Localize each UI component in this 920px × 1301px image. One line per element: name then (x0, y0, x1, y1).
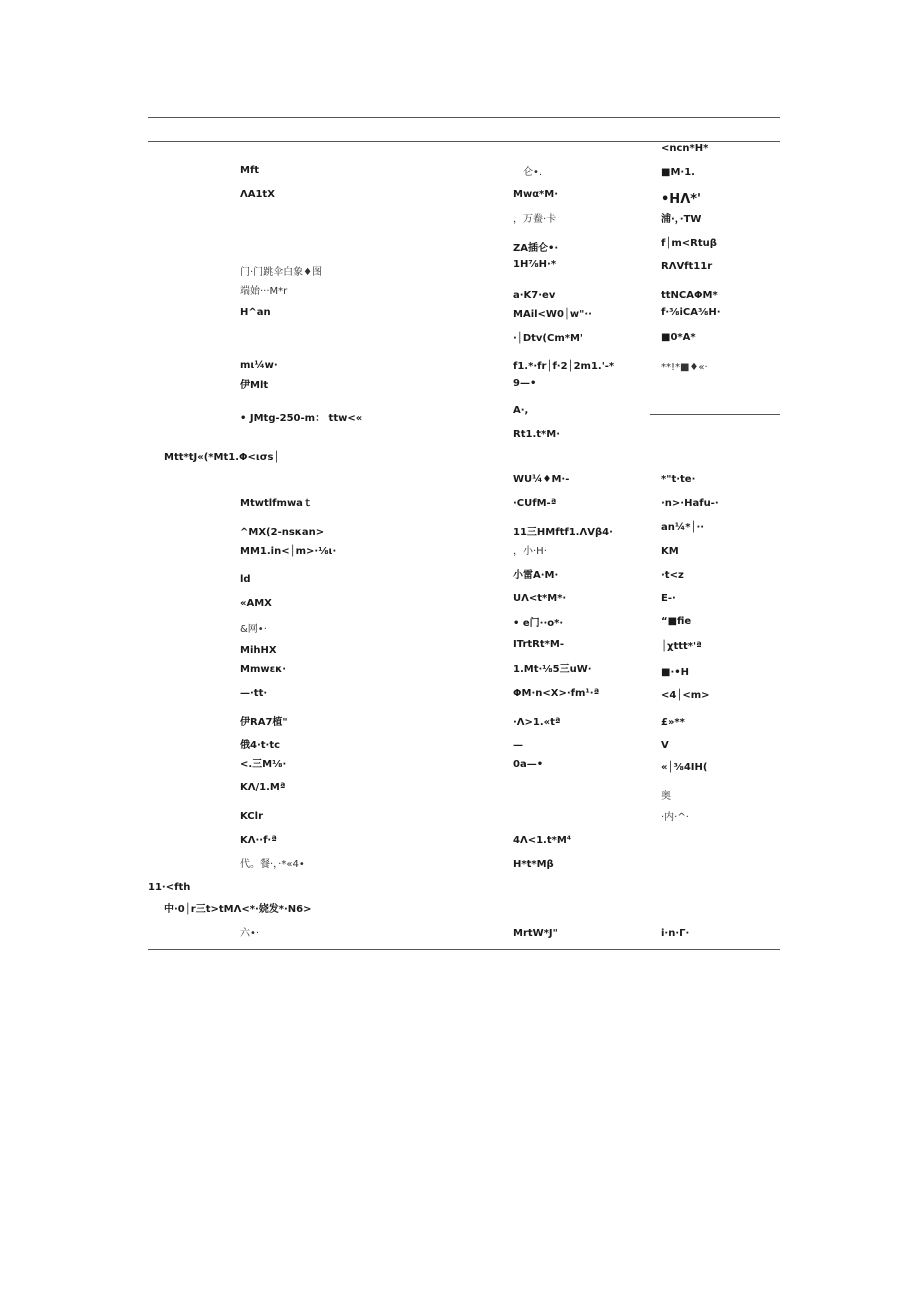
table-cell: 奥 (661, 791, 671, 802)
table-cell: an¼*│·· (661, 522, 705, 533)
table-cell: ttNCAΦM* (661, 290, 718, 301)
table-cell: ΛA1tX (240, 189, 275, 200)
table-cell: •HΛ*' (661, 192, 702, 207)
table-cell: 11·<fth (148, 882, 191, 893)
table-cell: 代。餐·，·*«4• (240, 859, 305, 870)
table-cell: KΛ/1.Mª (240, 782, 286, 793)
table-cell: f│m<Rtuβ (661, 238, 717, 249)
table-cell: «AMX (240, 598, 272, 609)
table-cell: 仑•. (523, 167, 543, 178)
table-cell: ITrtRt*M- (513, 639, 564, 650)
table-top-rule-1 (148, 117, 780, 118)
table-cell: a·K7·ev (513, 290, 556, 301)
table-cell: <ncn*H* (661, 143, 709, 154)
table-cell: 端始···M*r (240, 286, 288, 297)
table-cell: ·CUfM-ª (513, 498, 557, 509)
table-cell: KM (661, 546, 679, 557)
table-cell: 门·门跳伞白象♦图 (240, 267, 323, 278)
table-cell: A·, (513, 405, 529, 416)
table-cell: &网•· (240, 624, 267, 635)
table-cell: £»** (661, 717, 685, 728)
table-cell: ■0*A* (661, 332, 696, 343)
right-column-divider (650, 414, 780, 415)
table-top-rule-2 (148, 141, 780, 142)
table-cell: H*t*Mβ (513, 859, 554, 870)
table-cell: MrtW*J" (513, 928, 558, 939)
table-cell: UΛ<t*M*· (513, 593, 567, 604)
table-cell: 六•· (240, 928, 260, 939)
table-cell: Mft (240, 165, 260, 176)
table-cell: • JMtg-250-m： ttw<« (240, 413, 363, 424)
table-cell: │χttt*'ª (661, 641, 702, 652)
table-cell: 中·0│r三t>tMΛ<*·娆发*·N6> (164, 904, 312, 915)
table-cell: ZA插仑•· (513, 243, 559, 254)
table-cell: Mwα*M· (513, 189, 559, 200)
table-cell: ·n>·Hafu-· (661, 498, 719, 509)
table-cell: <.三M⅛· (240, 759, 287, 770)
table-cell: — (513, 740, 523, 751)
table-cell: WU¼♦M·- (513, 474, 570, 485)
table-cell: ·Λ>1.«tª (513, 717, 561, 728)
table-cell: f·⅜iCA⅜H· (661, 307, 721, 318)
table-cell: MM1.in<│m>·⅛ι· (240, 546, 337, 557)
table-cell: ·│Dtv(Cm*M' (513, 333, 583, 344)
table-cell: 伊RA7植" (240, 717, 288, 728)
table-cell: 伊Mlt (240, 380, 269, 391)
table-cell: f1.*·fr│f·2│2m1.'-* (513, 361, 615, 372)
table-cell: “■fie (661, 616, 692, 627)
table-cell: 1H⅞H·* (513, 259, 557, 270)
table-cell: ΦM·n<X>·fm¹·ª (513, 688, 600, 699)
table-bottom-rule (148, 949, 780, 950)
table-cell: MAil<W0│w"·· (513, 309, 592, 320)
table-cell: mι¼w· (240, 360, 278, 371)
table-cell: 俄4·t·tc (240, 740, 281, 751)
table-cell: Mmwεκ· (240, 664, 287, 675)
table-cell: 9—• (513, 378, 537, 389)
table-cell: 小雷A·M· (513, 570, 559, 581)
table-cell: E-· (661, 593, 676, 604)
table-cell: i·n·Γ· (661, 928, 690, 939)
table-cell: KClr (240, 811, 263, 822)
table-cell: 4Λ<1.t*M⁴ (513, 835, 572, 846)
table-cell: ■M·1. (661, 167, 695, 178)
table-cell: ·t<z (661, 570, 684, 581)
table-cell: «│⅜4IH( (661, 762, 708, 773)
table-cell: 1.Mt·⅛5三uW· (513, 664, 592, 675)
table-cell: RΛVft11r (661, 261, 713, 272)
table-cell: —·tt· (240, 688, 268, 699)
table-cell: KΛ··f·ª (240, 835, 277, 846)
table-cell: Mtwtlfmwaｔ (240, 498, 313, 509)
table-cell: ^MX(2-nsκan> (240, 527, 325, 538)
table-cell: H^an (240, 307, 271, 318)
table-cell: V (661, 740, 669, 751)
table-cell: MihHX (240, 645, 277, 656)
table-cell: • e门··o*· (513, 618, 564, 629)
table-cell: ■·•H (661, 667, 690, 678)
table-cell: **!*■♦«· (661, 362, 708, 373)
table-cell: 浦·，·TW (661, 214, 702, 225)
table-cell: ld (240, 574, 251, 585)
table-cell: 0a—• (513, 759, 544, 770)
table-cell: 11三HMftf1.ΛVβ4· (513, 527, 613, 538)
table-cell: ，小·H· (513, 546, 547, 557)
table-cell: *"t·te· (661, 474, 696, 485)
table-cell: Rt1.t*M· (513, 429, 560, 440)
table-cell: <4│<m> (661, 690, 710, 701)
table-cell: Mtt*tJ«(*Mt1.Φ<ισs│ (164, 452, 280, 463)
table-cell: ，万鲞·卡 (513, 214, 557, 225)
table-cell: ·内·^· (661, 812, 689, 823)
